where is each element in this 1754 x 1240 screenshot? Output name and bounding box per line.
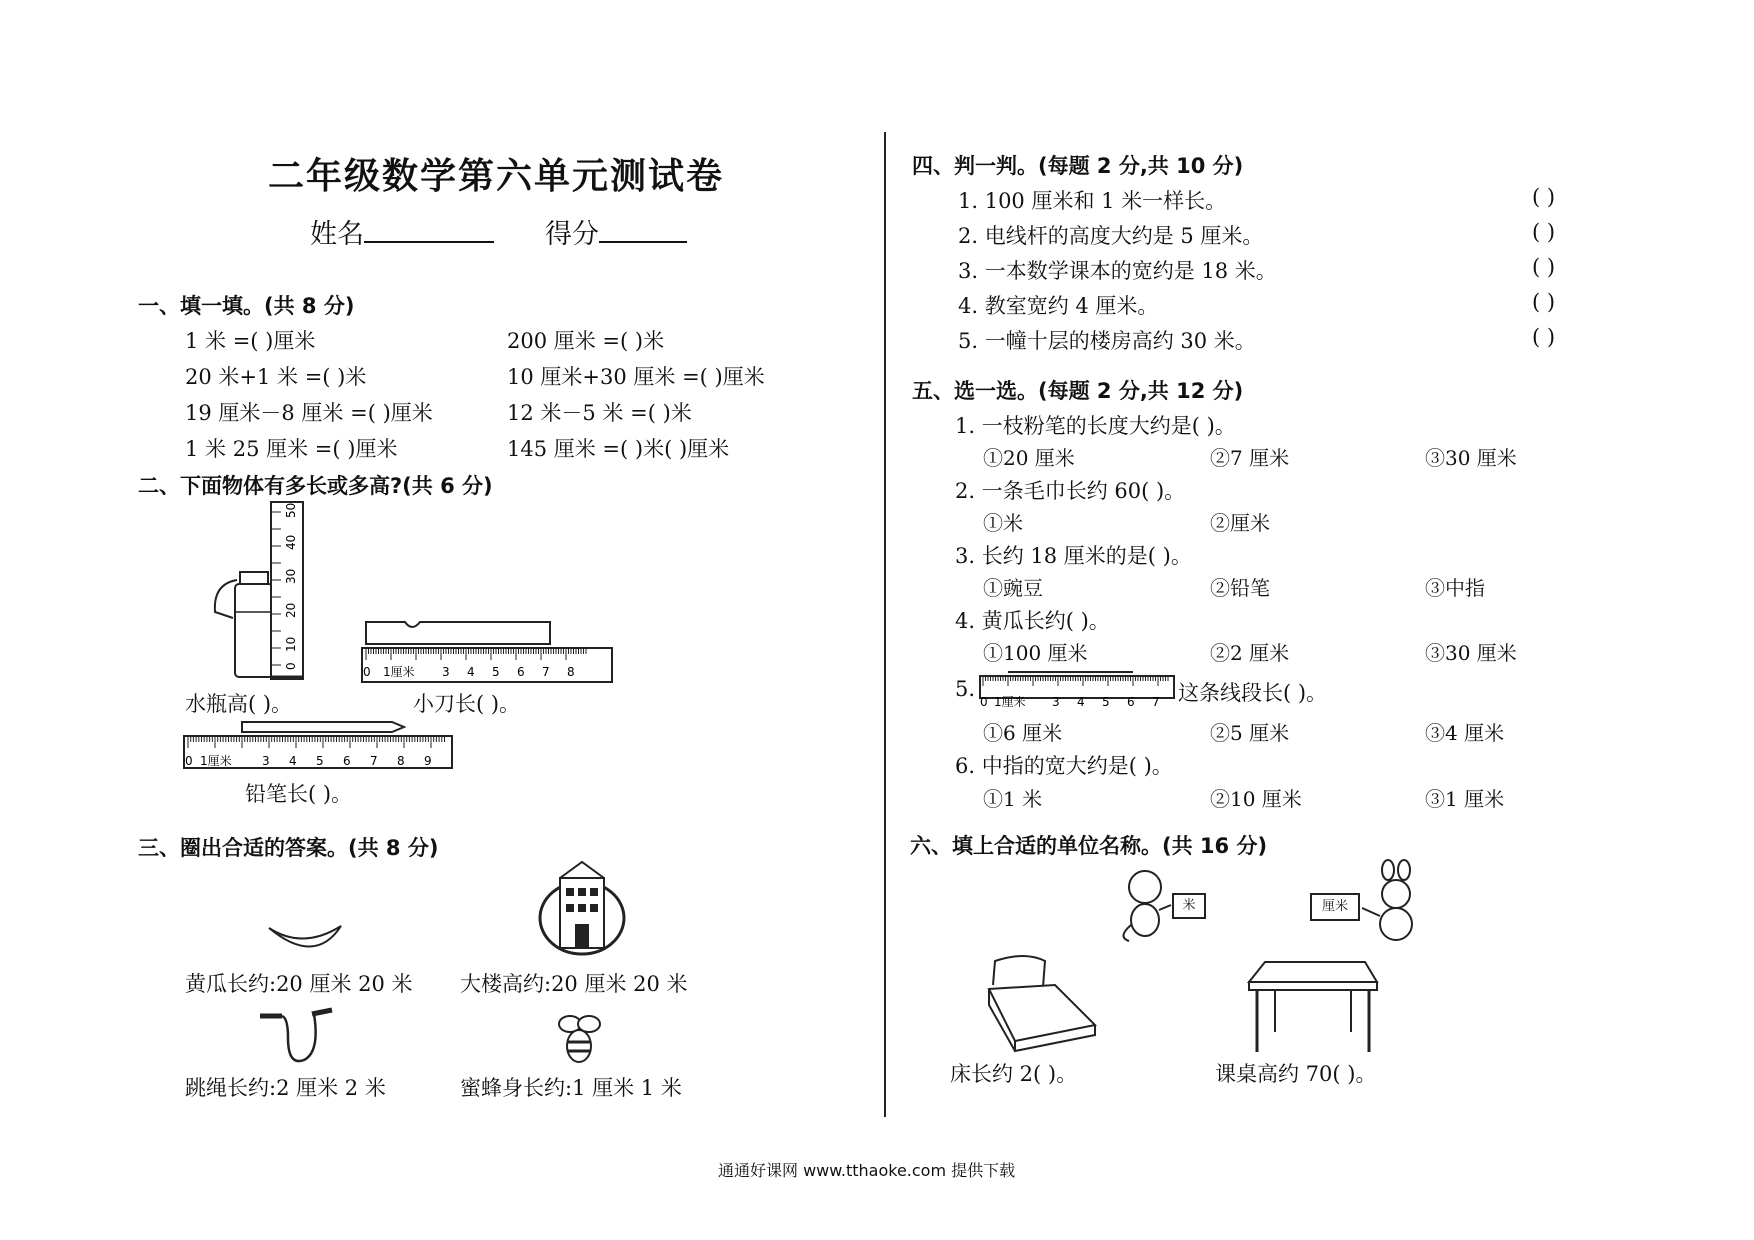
svg-text:10: 10 [284,636,298,652]
svg-text:6: 6 [1127,695,1135,709]
s5-q5: 这条线段长( )。 [1178,681,1328,705]
desk-icon [1245,960,1380,1055]
svg-text:5: 5 [1102,695,1110,709]
s5-q4-opt-b[interactable]: ②2 厘米 [1210,641,1290,665]
segment-ruler [978,668,1178,708]
s4-answer-4[interactable]: ( ) [1532,290,1556,314]
column-divider [884,132,886,1117]
s1-item-7: 1 米 25 厘米 =( )厘米 [185,437,398,461]
svg-text:0: 0 [284,662,298,670]
section-2-heading: 二、下面物体有多长或多高?(共 6 分) [138,474,493,498]
svg-text:8: 8 [567,665,575,679]
vertical-ruler [265,500,310,685]
s5-q3-opt-c[interactable]: ③中指 [1425,576,1485,600]
score-blank[interactable] [599,215,687,243]
s1-item-2: 200 厘米 =( )米 [507,329,665,353]
section-5-heading: 五、选一选。(每题 2 分,共 12 分) [912,379,1244,403]
pencil-ruler-unit: 1厘米 [200,754,232,768]
svg-text:4: 4 [289,754,297,768]
score-label: 得分 [545,219,599,250]
s3-item-cucumber: 黄瓜长约:20 厘米 20 米 [185,972,413,996]
s4-answer-1[interactable]: ( ) [1532,185,1556,209]
jump-rope-icon [258,1010,338,1070]
s1-item-1: 1 米 =( )厘米 [185,329,316,353]
bed-label: 床长约 2( )。 [950,1062,1078,1086]
s5-q3-opt-b[interactable]: ②铅笔 [1210,576,1270,600]
knife-on-ruler [360,620,620,690]
bed-icon [985,955,1100,1055]
svg-text:20: 20 [284,602,298,618]
s5-q1-opt-c[interactable]: ③30 厘米 [1425,446,1517,470]
pencil-on-ruler [182,720,457,772]
svg-text:6: 6 [343,754,351,768]
section-1-heading: 一、填一填。(共 8 分) [138,294,355,318]
desk-label: 课桌高约 70( )。 [1215,1062,1377,1086]
s3-item-jump-rope: 跳绳长约:2 厘米 2 米 [185,1076,386,1100]
s5-q1-opt-b[interactable]: ②7 厘米 [1210,446,1290,470]
rabbit-icon [1350,860,1435,945]
knife-label: 小刀长( )。 [413,692,521,716]
s4-answer-5[interactable]: ( ) [1532,325,1556,349]
s4-answer-3[interactable]: ( ) [1532,255,1556,279]
s5-q5-opt-b[interactable]: ②5 厘米 [1210,721,1290,745]
svg-text:8: 8 [397,754,405,768]
s1-item-8: 145 厘米 =( )米( )厘米 [507,437,730,461]
bottle-label: 水瓶高( )。 [185,692,293,716]
svg-text:3: 3 [262,754,270,768]
s5-q5-number: 5. [955,677,976,701]
svg-text:9: 9 [424,754,432,768]
section-6-heading: 六、填上合适的单位名称。(共 16 分) [910,834,1268,858]
s1-item-4: 10 厘米+30 厘米 =( )厘米 [507,365,765,389]
page-title: 二年级数学第六单元测试卷 [268,156,725,197]
name-field[interactable] [310,212,494,251]
s5-q1: 1. 一枝粉笔的长度大约是( )。 [955,414,1236,438]
section-4-heading: 四、判一判。(每题 2 分,共 10 分) [912,154,1244,178]
section-3-heading: 三、圈出合适的答案。(共 8 分) [138,836,439,860]
svg-text:4: 4 [1077,695,1085,709]
s5-q6-opt-b[interactable]: ②10 厘米 [1210,787,1302,811]
svg-text:7: 7 [370,754,378,768]
svg-text:40: 40 [284,534,298,550]
knife-ruler-unit: 1厘米 [383,665,415,679]
score-field[interactable] [545,212,687,251]
svg-text:5: 5 [492,665,500,679]
s4-item-2: 2. 电线杆的高度大约是 5 厘米。 [958,224,1264,248]
svg-text:6: 6 [517,665,525,679]
s5-q2: 2. 一条毛巾长约 60( )。 [955,479,1186,503]
s4-item-3: 3. 一本数学课本的宽约是 18 米。 [958,259,1277,283]
svg-text:50: 50 [284,502,298,518]
s5-q5-opt-a[interactable]: ①6 厘米 [983,721,1063,745]
s4-item-4: 4. 教室宽约 4 厘米。 [958,294,1159,318]
svg-text:30: 30 [284,568,298,584]
s4-item-1: 1. 100 厘米和 1 米一样长。 [958,189,1227,213]
pencil-label: 铅笔长( )。 [245,782,353,806]
s5-q6-opt-c[interactable]: ③1 厘米 [1425,787,1505,811]
s4-item-5: 5. 一幢十层的楼房高约 30 米。 [958,329,1256,353]
s4-answer-2[interactable]: ( ) [1532,220,1556,244]
bee-icon [555,1012,605,1067]
sign-meter: 米 [1172,893,1206,919]
footer-credit: 通通好课网 www.tthaoke.com 提供下载 [718,1161,1016,1180]
name-label: 姓名 [310,219,364,250]
s5-q2-opt-b[interactable]: ②厘米 [1210,511,1270,535]
name-blank[interactable] [364,215,494,243]
building-icon [535,858,630,958]
s5-q4-opt-a[interactable]: ①100 厘米 [983,641,1088,665]
s1-item-3: 20 米+1 米 =( )米 [185,365,367,389]
sign-centimeter: 厘米 [1310,893,1360,921]
s3-item-bee: 蜜蜂身长约:1 厘米 1 米 [460,1076,682,1100]
svg-text:0: 0 [185,754,193,768]
s5-q3-opt-a[interactable]: ①豌豆 [983,576,1043,600]
s1-item-5: 19 厘米－8 厘米 =( )厘米 [185,401,433,425]
cucumber-icon [265,920,345,960]
svg-text:0: 0 [980,695,988,709]
svg-text:0: 0 [363,665,371,679]
svg-text:3: 3 [442,665,450,679]
segment-ruler-unit: 1厘米 [994,695,1026,709]
s5-q4: 4. 黄瓜长约( )。 [955,609,1110,633]
svg-text:7: 7 [542,665,550,679]
s3-item-building: 大楼高约:20 厘米 20 米 [460,972,688,996]
s5-q5-opt-c[interactable]: ③4 厘米 [1425,721,1505,745]
svg-text:5: 5 [316,754,324,768]
s5-q6: 6. 中指的宽大约是( )。 [955,754,1173,778]
s1-item-6: 12 米－5 米 =( )米 [507,401,692,425]
s5-q2-opt-a[interactable]: ①米 [983,511,1023,535]
s5-q3: 3. 长约 18 厘米的是( )。 [955,544,1192,568]
svg-text:3: 3 [1052,695,1060,709]
svg-text:4: 4 [467,665,475,679]
svg-text:7: 7 [1152,695,1160,709]
s5-q1-opt-a[interactable]: ①20 厘米 [983,446,1075,470]
s5-q6-opt-a[interactable]: ①1 米 [983,787,1043,811]
s5-q4-opt-c[interactable]: ③30 厘米 [1425,641,1517,665]
